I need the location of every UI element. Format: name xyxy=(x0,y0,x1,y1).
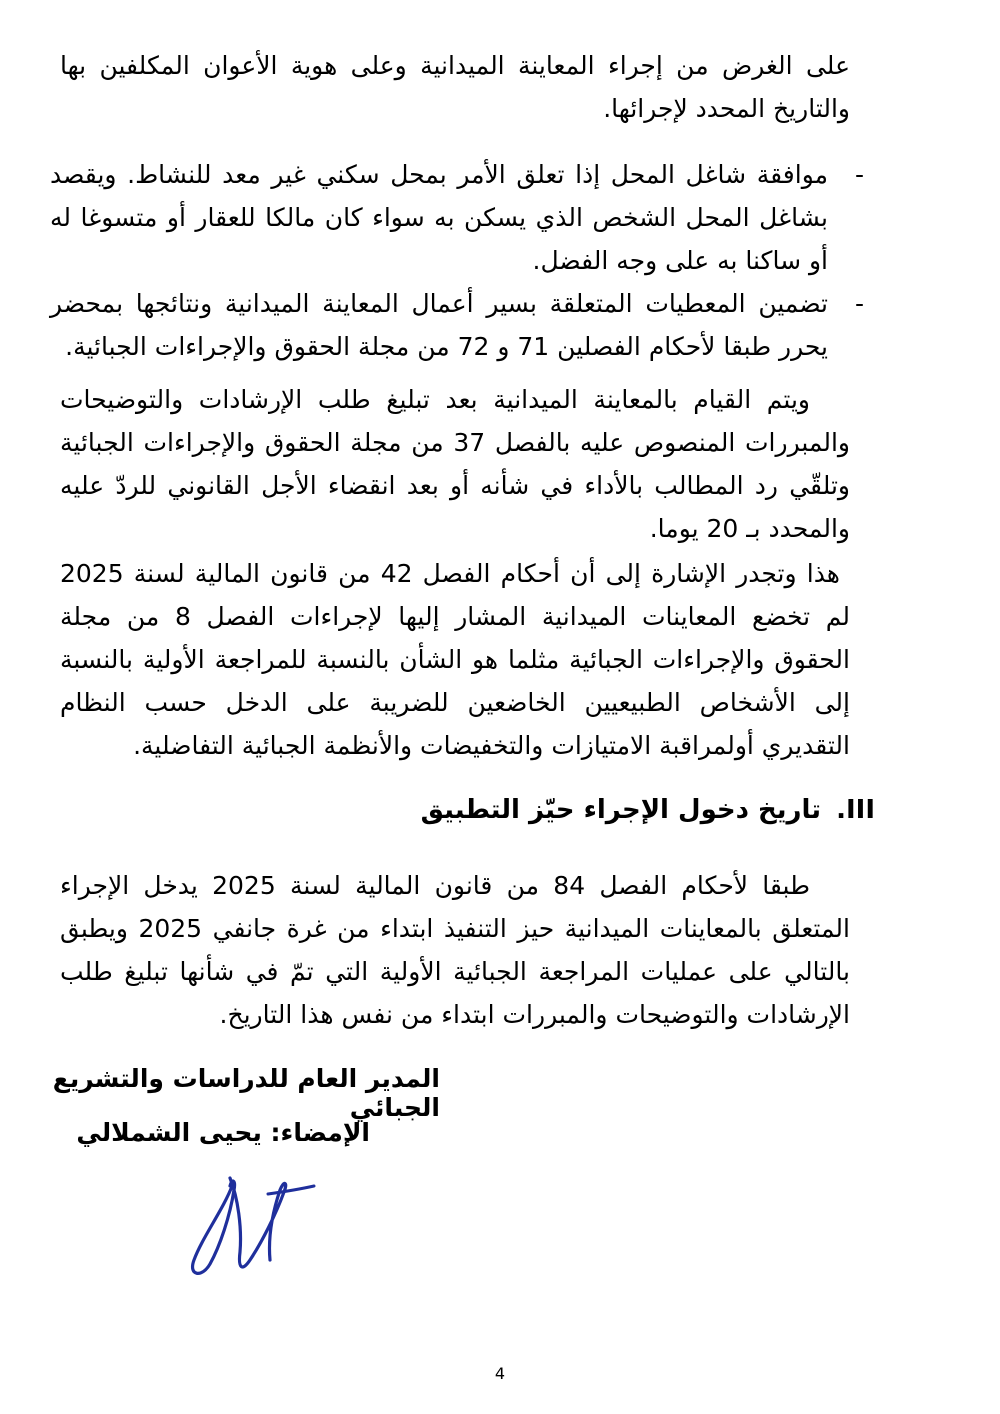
paragraph-entry: طبقا لأحكام الفصل 84 من قانون المالية لسنة 2025 يدخل الإجراء المتعلق بالمعاينات الميدانية حيز التنفيذ ابتداء من غرة جانفي 2025 ويطبق بالتالي على عمليات المراجعة الجبائية الأولية التي تمّ في شأنها تبليغ طلب الإرشادات والتوضيحات والمبررات ابتداء من نفس هذا التاريخ. xyxy=(60,871,850,1029)
section-heading xyxy=(421,795,875,825)
paragraph-intro: على الغرض من إجراء المعاينة الميدانية وعلى هوية الأعوان المكلفين بها والتاريخ المحدد لإجرائها. xyxy=(60,51,850,123)
paragraph-note: هذا وتجدر الإشارة إلى أن أحكام الفصل 42 من قانون المالية لسنة 2025 لم تخضع المعاينات الميدانية المشار إليها لإجراءات الفصل 8 من مجلة الحقوق والإجراءات الجبائية مثلما هو الشأن بالنسبة للمراجعة الأولية بالنسبة إلى الأشخاص الطبيعيين الخاضعين للضريبة على الدخل حسب النظام التقديري أولمراقبة الامتيازات والتخفيضات والأنظمة الجبائية التفاضلية. xyxy=(60,559,851,760)
signature-stroke xyxy=(268,1186,314,1194)
handwritten-signature xyxy=(172,1168,342,1288)
signatory-name: الإمضاء: يحيى الشملالي xyxy=(76,1118,370,1147)
bullet-dash: - xyxy=(854,160,864,189)
paragraph-timing: ويتم القيام بالمعاينة الميدانية بعد تبليغ طلب الإرشادات والتوضيحات والمبررات المنصوص عليه بالفصل 37 من مجلة الحقوق والإجراءات الجبائية وتلقّي رد المطالب بالأداء في شأنه أو بعد انقضاء الأجل القانوني للردّ عليه والمحدد بـ 20 يوما. xyxy=(60,385,850,543)
bullet-text: موافقة شاغل المحل إذا تعلق الأمر بمحل سكني غير معد للنشاط. ويقصد بشاغل المحل الشخص الذي يسكن به سواء كان مالكا للعقار أو متسوغا له أو ساكنا به على وجه الفضل. xyxy=(50,160,828,275)
signatory-title: المدير العام للدراسات والتشريع الجبائي xyxy=(52,1064,440,1122)
section-title: تاريخ دخول الإجراء حيّز التطبيق xyxy=(420,795,822,825)
section-number: III. xyxy=(836,795,875,825)
bullet-dash: - xyxy=(854,289,864,318)
bullet-text: تضمين المعطيات المتعلقة بسير أعمال المعاينة الميدانية ونتائجها بمحضر يحرر طبقا لأحكام الفصلين 71 و 72 من مجلة الحقوق والإجراءات الجبائية. xyxy=(50,289,828,361)
signature-stroke xyxy=(193,1181,235,1273)
page-number: 4 xyxy=(494,1364,506,1383)
list-item xyxy=(50,282,864,368)
bullet-list xyxy=(50,153,864,368)
list-item xyxy=(50,153,864,282)
